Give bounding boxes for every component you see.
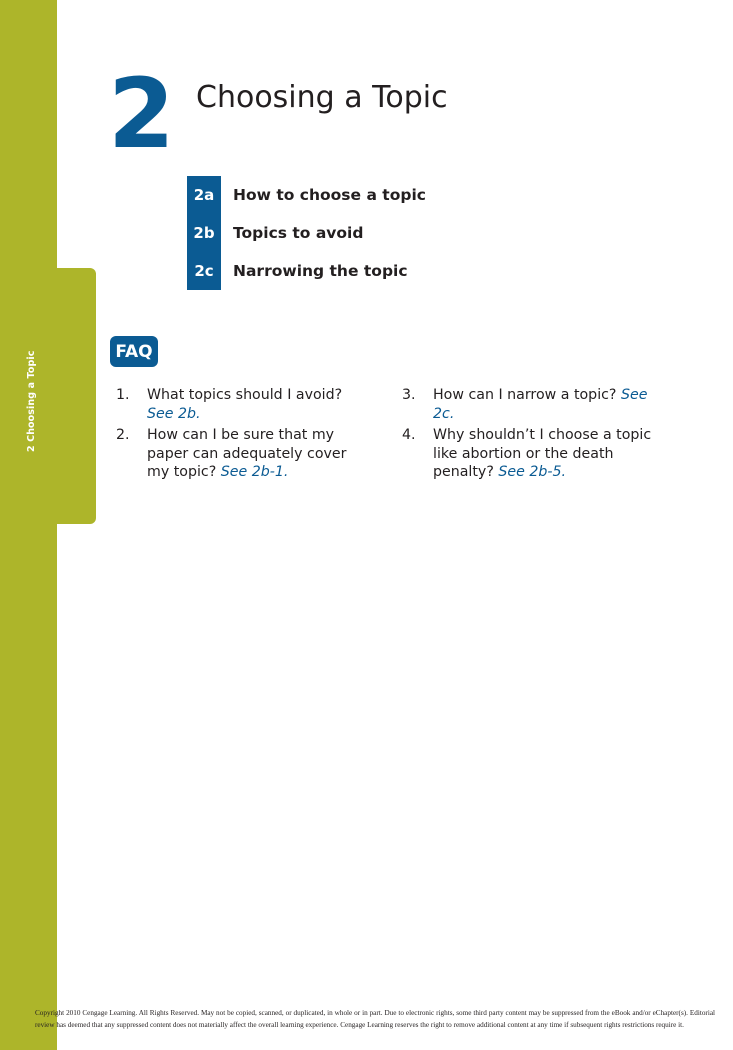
faq-column-left (116, 386, 371, 485)
copyright-notice: Copyright 2010 Cengage Learning. All Rights Reserved. May not be copied, scanned, or duplicated, in whole or in part. Due to electronic rights, some third party content may be suppressed from the eBook and/or eChapter(s). Editorial review has deemed that any suppressed content does not materially affect the overall learning experience. Cengage Learning reserves the right to remove additional content at any time if subsequent rights restrictions require it. (35, 1009, 715, 1029)
faq-cross-reference-link[interactable]: See 2c. (433, 387, 648, 422)
chapter-side-tab (57, 268, 96, 524)
section-item-2c[interactable] (187, 252, 426, 290)
chapter-section-list (187, 176, 426, 290)
faq-cross-reference-link[interactable]: See 2b-1. (220, 464, 289, 480)
faq-item (116, 426, 371, 482)
faq-cross-reference-link[interactable]: See 2b. (147, 405, 201, 422)
faq-question (147, 426, 371, 482)
faq-question (433, 386, 662, 423)
section-item-2b[interactable] (187, 214, 426, 252)
section-label: Narrowing the topic (233, 262, 408, 280)
faq-question (433, 426, 662, 482)
chapter-title: Choosing a Topic (196, 80, 448, 115)
section-label: How to choose a topic (233, 186, 426, 204)
faq-number: 3. (402, 387, 416, 403)
faq-badge: FAQ (110, 336, 158, 367)
faq-question-text: How can I be sure that my paper can adequately cover my topic? (147, 427, 347, 480)
section-label: Topics to avoid (233, 224, 364, 242)
section-code: 2c (187, 252, 221, 290)
faq-number: 1. (116, 387, 130, 403)
faq-question-text: How can I narrow a topic? (433, 387, 621, 403)
faq-column-right (402, 386, 662, 485)
side-color-strip (0, 0, 57, 1050)
section-code: 2a (187, 176, 221, 214)
faq-question (147, 386, 371, 423)
faq-cross-reference-link[interactable]: See 2b-5. (498, 464, 567, 480)
chapter-number: 2 (108, 58, 173, 170)
section-code: 2b (187, 214, 221, 252)
faq-item (116, 386, 371, 423)
side-tab-label: 2 Choosing a Topic (26, 350, 37, 452)
faq-item (402, 386, 662, 423)
faq-number: 2. (116, 427, 130, 443)
faq-question-text: What topics should I avoid? (147, 387, 343, 403)
faq-question-text: Why shouldn’t I choose a topic like abortion or the death penalty? (433, 427, 652, 480)
faq-item (402, 426, 662, 482)
faq-number: 4. (402, 427, 416, 443)
section-item-2a[interactable] (187, 176, 426, 214)
